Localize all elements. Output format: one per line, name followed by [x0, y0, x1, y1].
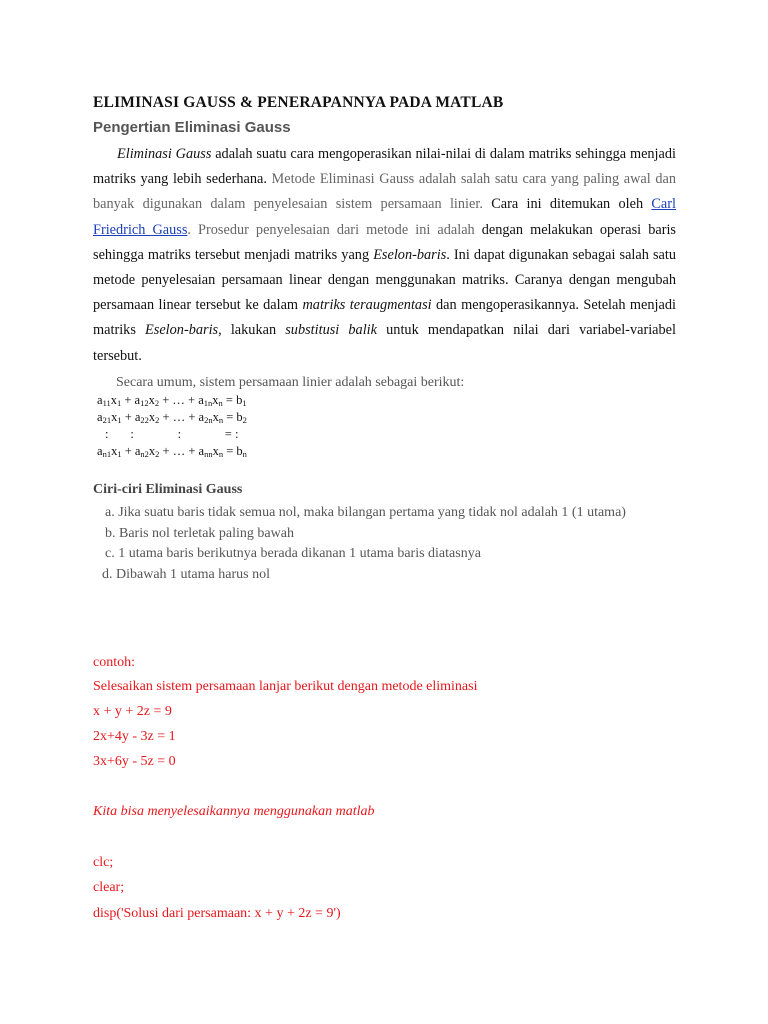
list-item: c. 1 utama baris berikutnya berada dikanan 1 utama baris diatasnya	[105, 546, 481, 561]
term-eselon-baris: Eselon-baris	[373, 246, 447, 263]
equation-row-2: $a_{21}x_1 + a_{22}x_2$ + … + $a_{2n}x_n = b_2$	[97, 410, 247, 425]
paragraph-text: adalah suatu cara mengoperasikan nilai-nilai di dalam matriks sehingga menjadi matriks yang lebih sederhana.	[93, 146, 676, 188]
equation-row-n: $a_{n1}x_1 + a_{n2}x_2$ + … + $a_{nn}x_n = b_n$	[97, 444, 247, 459]
matlab-note: Kita bisa menyelesaikannya menggunakan matlab	[93, 804, 375, 819]
ciri-heading: Ciri-ciri Eliminasi Gauss	[93, 482, 243, 497]
paragraph-text: . Prosedur penyelesaian dari metode ini adalah	[187, 221, 475, 238]
paragraph-text: untuk mendapatkan nilai dari variabel-variabel tersebut.	[93, 322, 676, 364]
code-line-2: clear;	[93, 880, 125, 895]
example-equation-2: 2x+4y - 3z = 1	[93, 729, 176, 744]
definition-paragraph	[93, 142, 676, 369]
ciri-list	[93, 503, 676, 585]
paragraph-text: Metode Eliminasi Gauss adalah salah satu cara yang paling awal dan banyak digunakan dalam penyelesaian sistem persamaan linier.	[93, 171, 676, 213]
equation-row-1: $a_{11}x_1 + a_{12}x_2$ + … + $a_{1n}x_n = b_1$	[97, 393, 247, 408]
term-eselon-baris: Eselon-baris	[145, 322, 219, 339]
section-heading: Pengertian Eliminasi Gauss	[93, 119, 291, 136]
list-item: a. Jika suatu baris tidak semua nol, maka bilangan pertama yang tidak nol adalah 1 (1 utama)	[105, 505, 626, 520]
example-instruction: Selesaikan sistem persamaan lanjar berikut dengan metode eliminasi	[93, 679, 478, 694]
term-eliminasi-gauss: Eliminasi Gauss	[117, 146, 212, 162]
example-label: contoh:	[93, 655, 135, 670]
paragraph-text: . Ini dapat digunakan sebagai salah satu metode penyelesaian persamaan linear dengan menggunakan matriks. Caranya dengan mengubah persamaan linear tersebut ke dalam	[93, 246, 676, 314]
code-line-1: clc;	[93, 855, 114, 870]
equation-row-ellipsis: : : : = :	[105, 427, 239, 441]
system-intro: Secara umum, sistem persamaan linier adalah sebagai berikut:	[116, 375, 465, 390]
paragraph-text: dan mengoperasikannya. Setelah menjadi matriks	[93, 297, 676, 339]
term-substitusi-balik: substitusi balik	[285, 322, 377, 339]
example-equation-1: x + y + 2z = 9	[93, 704, 172, 719]
document-title: ELIMINASI GAUSS & PENERAPANNYA PADA MATLAB	[93, 94, 504, 111]
code-line-3: disp('Solusi dari persamaan: x + y + 2z = 9')	[93, 906, 341, 921]
example-equation-3: 3x+6y - 5z = 0	[93, 754, 176, 769]
paragraph-text: , lakukan	[218, 322, 286, 339]
list-item: b. Baris nol terletak paling bawah	[105, 525, 294, 541]
list-item: d. Dibawah 1 utama harus nol	[102, 566, 270, 582]
paragraph-text: dengan melakukan operasi baris sehingga matriks tersebut menjadi matriks yang	[93, 221, 676, 263]
term-matriks-teraugmentasi: matriks teraugmentasi	[302, 297, 432, 314]
gauss-link[interactable]: Carl Friedrich Gauss	[93, 196, 677, 238]
paragraph-text: Cara ini ditemukan oleh	[482, 196, 652, 213]
